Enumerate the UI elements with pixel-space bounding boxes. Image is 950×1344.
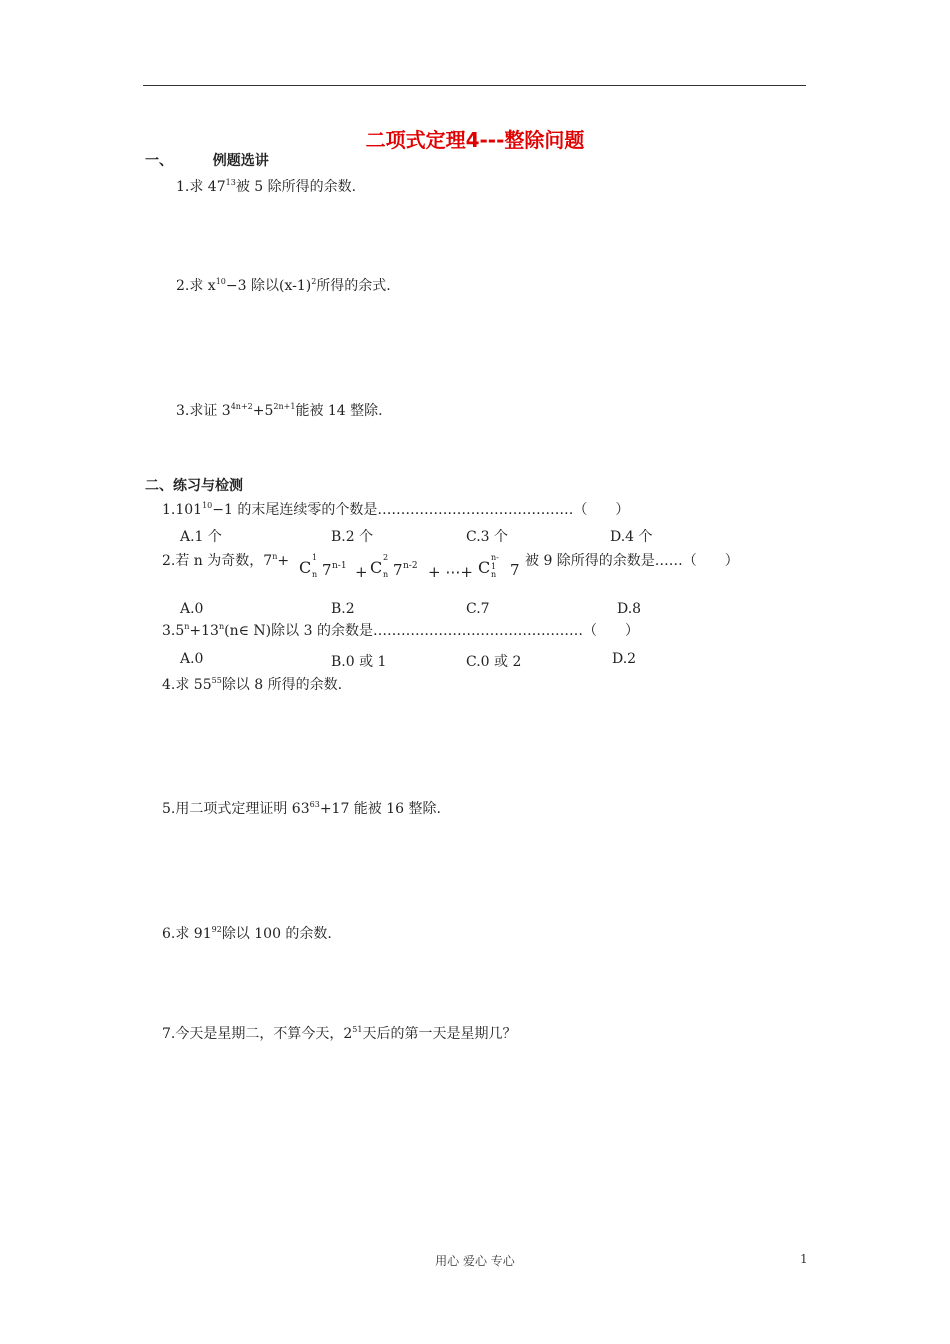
problem-1-text: 1.101: [162, 502, 203, 518]
problem-7-text: 7.今天是星期二，不算今天，2: [162, 1026, 353, 1042]
combination-symbol: C: [478, 558, 491, 577]
combination-c1-sup: 1: [312, 553, 318, 562]
problem-1-option-b: B.2 个: [331, 529, 374, 545]
combination-c3: [478, 553, 499, 579]
problem-2-option-a: A.0: [180, 601, 204, 617]
combination-c3-sub: n: [491, 570, 497, 579]
problem-1-option-d: D.4 个: [610, 529, 653, 545]
problem-1-exp: 10: [202, 501, 213, 510]
term-1-exp: n-1: [332, 561, 347, 571]
combination-symbol: C: [370, 558, 383, 577]
problem-3-text-end: )除以 3 的余数是………………………………………（ ）: [265, 623, 639, 639]
problem-3-text: 3.5: [162, 623, 185, 639]
problem-4-exp: 55: [211, 676, 222, 685]
combination-c1: [299, 553, 318, 579]
combination-c2-sub: n: [383, 570, 389, 579]
term-1: [322, 561, 332, 579]
problem-7: [162, 1025, 516, 1043]
example-2-text-end: 所得的余式.: [316, 278, 391, 294]
problem-2-text: 2.若 n 为奇数，7: [162, 553, 273, 569]
problem-5: [162, 800, 441, 818]
problem-2-option-c: C.7: [466, 601, 490, 617]
problem-3: [162, 622, 639, 640]
problem-3-text-mid: +13: [189, 623, 219, 639]
problem-2-exp: n: [272, 552, 278, 561]
combination-c2: [370, 553, 389, 579]
problem-3-paren: (n∈ N: [224, 623, 266, 639]
problem-1-text-end: −1 的末尾连续零的个数是……………………………………（ ）: [212, 502, 630, 518]
example-2-exp2: 2: [311, 277, 317, 286]
example-1-text: 1.求 47: [176, 179, 226, 195]
example-3-exp2: 2n+1: [273, 402, 296, 411]
problem-4: [162, 676, 342, 694]
example-2-exp: 10: [215, 277, 226, 286]
problem-1-option-a: A.1 个: [180, 529, 222, 545]
section1-heading: [145, 152, 269, 170]
problem-5-exp: 63: [309, 800, 320, 809]
problem-5-text: 5.用二项式定理证明 63: [162, 801, 310, 817]
problem-4-text: 4.求 55: [162, 677, 212, 693]
term-2-base: 7: [393, 561, 403, 579]
term-1-base: 7: [322, 561, 332, 579]
problem-7-text-end: 天后的第一天是星期几？: [362, 1026, 517, 1042]
problem-4-text-end: 除以 8 所得的余数.: [221, 677, 343, 693]
combination-c3-sup: n-1: [491, 553, 499, 571]
section1-heading-text: 例题选讲: [212, 153, 269, 169]
term-3-base: 7: [510, 561, 520, 579]
problem-1: [162, 501, 629, 519]
example-1-exp: 13: [225, 178, 236, 187]
problem-2-text-end: 被 9 除所得的余数是……（ ）: [525, 553, 739, 569]
section2-heading: 二、练习与检测: [145, 478, 243, 494]
example-3-text-mid: +5: [252, 403, 274, 419]
term-plus: +: [355, 563, 368, 581]
problem-6-text-end: 除以 100 的余数.: [221, 926, 332, 942]
example-3-exp: 4n+2: [230, 402, 253, 411]
combination-symbol: C: [299, 558, 312, 577]
term-2-exp: n-2: [403, 561, 418, 571]
problem-5-text-end: +17 能被 16 整除.: [319, 801, 441, 817]
example-2-text-mid: −3 除以(x-1): [225, 278, 312, 294]
term-dots: + ⋯+: [428, 563, 473, 581]
problem-3-option-d: D.2: [612, 651, 637, 667]
page-title: 二项式定理4---整除问题: [365, 128, 585, 152]
page-number: 1: [800, 1252, 808, 1266]
problem-7-exp: 51: [352, 1025, 363, 1034]
example-3: [176, 402, 383, 420]
example-1: [176, 178, 356, 196]
example-3-text: 3.求证 3: [176, 403, 231, 419]
problem-3-option-b: B.0 或 1: [331, 654, 387, 670]
problem-2-option-b: B.2: [331, 601, 355, 617]
problem-3-exp: n: [184, 622, 190, 631]
combination-c2-sup: 2: [383, 553, 389, 562]
header-rule: [143, 85, 806, 86]
problem-3-option-c: C.0 或 2: [466, 654, 522, 670]
example-1-text-end: 被 5 除所得的余数.: [235, 179, 357, 195]
problem-3-option-a: A.0: [180, 651, 204, 667]
combination-c1-sub: n: [312, 570, 318, 579]
section1-heading-num: 一、: [145, 153, 173, 169]
example-2: [176, 277, 391, 295]
page-footer: 用心 爱心 专心: [435, 1254, 515, 1268]
problem-2-option-d: D.8: [617, 601, 642, 617]
example-3-text-end: 能被 14 整除.: [295, 403, 383, 419]
problem-6-text: 6.求 91: [162, 926, 212, 942]
problem-6: [162, 925, 332, 943]
problem-2: [162, 552, 289, 570]
problem-6-exp: 92: [211, 925, 222, 934]
problem-3-exp2: n: [218, 622, 225, 631]
problem-2-plus: +: [277, 553, 290, 569]
example-2-text: 2.求 x: [176, 278, 216, 294]
problem-1-option-c: C.3 个: [466, 529, 509, 545]
